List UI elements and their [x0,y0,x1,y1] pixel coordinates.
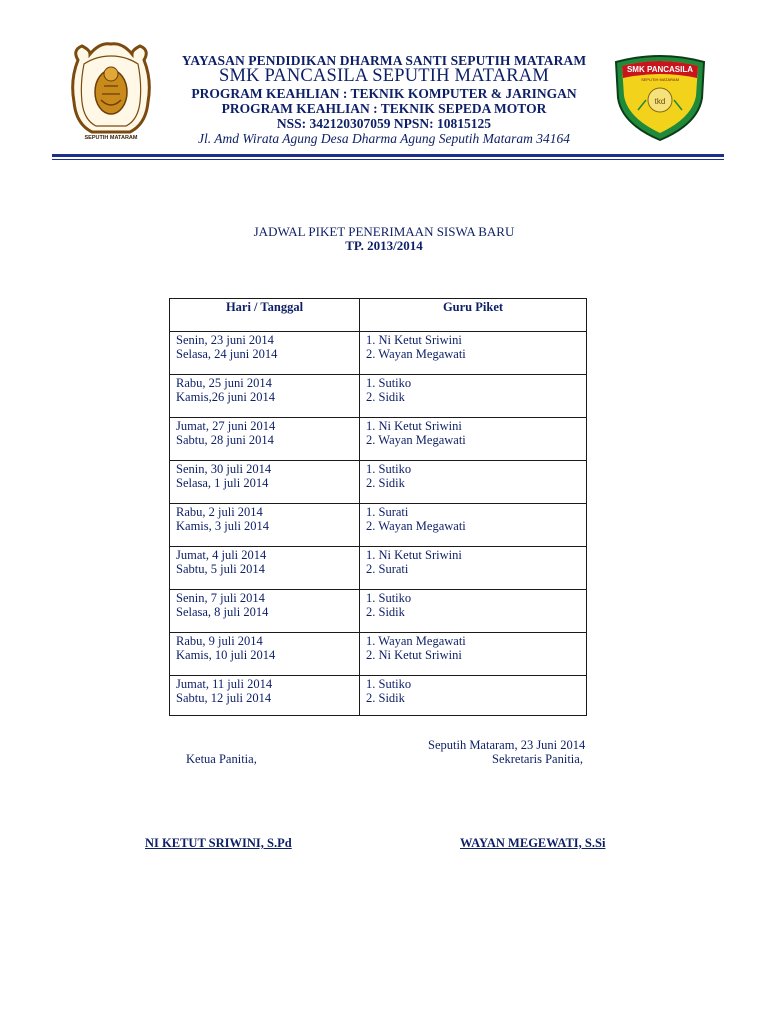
day-2: Sabtu, 12 juli 2014 [176,691,272,705]
program-2: PROGRAM KEAHLIAN : TEKNIK SEPEDA MOTOR [221,101,547,116]
teacher-1: 1. Ni Ketut Sriwini [366,333,462,347]
teacher-cell [360,633,587,676]
table-row [170,461,587,504]
secretary-label: Sekretaris Panitia, [492,752,583,766]
school-logo-mark: tkd [654,97,666,106]
teacher-cell [360,676,587,716]
teacher-cell [360,504,587,547]
day-2: Kamis,26 juni 2014 [176,390,275,404]
table-row [170,418,587,461]
teacher-2: 2. Sidik [366,476,405,490]
duty-schedule-table [169,298,587,716]
day-cell [170,633,360,676]
chair-label: Ketua Panitia, [186,752,257,766]
day-2: Kamis, 10 juli 2014 [176,648,276,662]
day-cell [170,418,360,461]
teacher-2: 2. Sidik [366,390,405,404]
document-subtitle: TP. 2013/2014 [345,238,423,253]
school-logo [612,48,708,144]
day-2: Selasa, 8 juli 2014 [176,605,269,619]
day-2: Kamis, 3 juli 2014 [176,519,270,533]
teacher-1: 1. Ni Ketut Sriwini [366,548,462,562]
day-1: Rabu, 25 juni 2014 [176,376,272,390]
secretary-name: WAYAN MEGEWATI, S.Si [460,836,606,850]
chair-name: NI KETUT SRIWINI, S.Pd [145,836,292,850]
document-title: JADWAL PIKET PENERIMAAN SISWA BARU [253,224,515,239]
school-name: SMK PANCASILA SEPUTIH MATARAM [218,66,550,86]
teacher-1: 1. Wayan Megawati [366,634,466,648]
teacher-1: 1. Sutiko [366,462,412,476]
day-cell [170,332,360,375]
day-1: Senin, 30 juli 2014 [176,462,272,476]
day-1: Rabu, 9 juli 2014 [176,634,263,648]
teacher-2: 2. Sidik [366,605,405,619]
header-day-date: Hari / Tanggal [170,299,360,332]
teacher-2: 2. Ni Ketut Sriwini [366,648,462,662]
teacher-2: 2. Wayan Megawati [366,519,466,533]
table-row [170,332,587,375]
teacher-1: 1. Sutiko [366,591,412,605]
day-2: Sabtu, 28 juni 2014 [176,433,274,447]
school-logo-subtitle: SEPUTIH MATARAM [641,77,679,82]
table-header-row [170,299,587,332]
teacher-2: 2. Wayan Megawati [366,433,466,447]
letterhead-divider-thick [52,154,724,157]
school-logo-title: SMK PANCASILA [626,65,694,74]
day-2: Selasa, 1 juli 2014 [176,476,269,490]
table-row [170,676,587,716]
teacher-cell [360,590,587,633]
teacher-1: 1. Sutiko [366,677,412,691]
day-1: Senin, 23 juni 2014 [176,333,274,347]
teacher-1: 1. Surati [366,505,409,519]
day-1: Senin, 7 juli 2014 [176,591,265,605]
day-cell [170,676,360,716]
foundation-logo-caption: SEPUTIH MATARAM [84,135,138,141]
program-1: PROGRAM KEAHLIAN : TEKNIK KOMPUTER & JARINGAN [191,86,577,101]
day-cell [170,461,360,504]
day-cell [170,547,360,590]
foundation-logo [68,40,154,146]
teacher-cell [360,547,587,590]
school-address: Jl. Amd Wirata Agung Desa Dharma Agung Seputih Mataram 34164 [198,131,570,146]
teacher-1: 1. Sutiko [366,376,412,390]
teacher-2: 2. Wayan Megawati [366,347,466,361]
day-cell [170,504,360,547]
place-and-date: Seputih Mataram, 23 Juni 2014 [428,738,586,752]
teacher-cell [360,418,587,461]
teacher-cell [360,332,587,375]
table-row [170,590,587,633]
teacher-1: 1. Ni Ketut Sriwini [366,419,462,433]
table-row [170,547,587,590]
foundation-name: YAYASAN PENDIDIKAN DHARMA SANTI SEPUTIH MATARAM [181,53,587,68]
day-1: Jumat, 27 juni 2014 [176,419,276,433]
day-cell [170,590,360,633]
day-1: Rabu, 2 juli 2014 [176,505,263,519]
day-2: Selasa, 24 juni 2014 [176,347,278,361]
day-1: Jumat, 11 juli 2014 [176,677,273,691]
teacher-2: 2. Sidik [366,691,405,705]
teacher-cell [360,375,587,418]
day-1: Jumat, 4 juli 2014 [176,548,267,562]
teacher-cell [360,461,587,504]
day-2: Sabtu, 5 juli 2014 [176,562,265,576]
letterhead-divider-thin [52,159,724,160]
registry-numbers: NSS: 342120307059 NPSN: 10815125 [276,116,492,131]
table-row [170,375,587,418]
day-cell [170,375,360,418]
header-duty-teacher: Guru Piket [360,299,587,332]
table-row [170,504,587,547]
table-row [170,633,587,676]
teacher-2: 2. Surati [366,562,409,576]
